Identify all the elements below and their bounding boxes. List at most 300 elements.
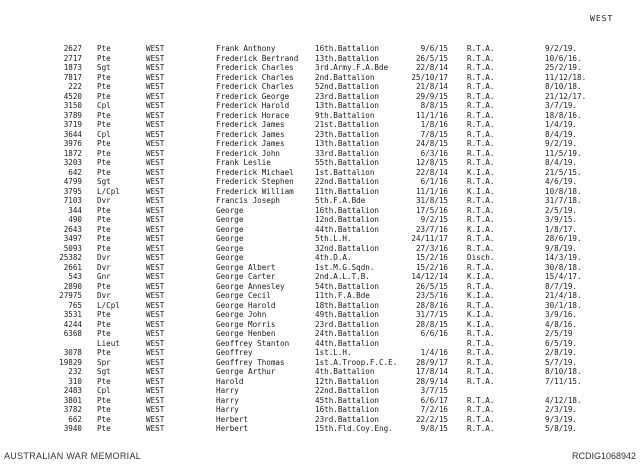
table-row bbox=[0, 120, 640, 130]
given-names-cell: Geoffrey Thomas bbox=[216, 357, 285, 367]
fate-date-cell: 11/5/19. bbox=[545, 148, 582, 158]
surname-cell: WEST bbox=[146, 110, 165, 120]
fate-date-cell: 2/3/19. bbox=[545, 405, 578, 414]
fate-cell: R.T.A. bbox=[467, 395, 495, 405]
fate-cell: R.T.A. bbox=[467, 215, 495, 224]
fate-date-cell: 25/2/19. bbox=[545, 63, 582, 72]
table-row bbox=[0, 196, 640, 206]
service-number-cell: 310 bbox=[68, 376, 82, 386]
fate-date-cell: 9/8/19. bbox=[545, 243, 578, 253]
given-names-cell: Frederick Harold bbox=[216, 101, 290, 110]
fate-date-cell: 8/4/19. bbox=[545, 129, 578, 139]
given-names-cell: Geoffrey bbox=[216, 348, 253, 357]
given-names-cell: Francis Joseph bbox=[216, 196, 281, 205]
unit-cell: 22nd.Battalion bbox=[315, 177, 380, 186]
enlistment-date-cell: 26/5/15 bbox=[415, 281, 448, 291]
fate-date-cell: 30/8/18. bbox=[545, 262, 582, 272]
fate-date-cell: 21/4/18. bbox=[545, 291, 582, 300]
surname-cell: WEST bbox=[146, 215, 165, 224]
table-row bbox=[0, 386, 640, 396]
enlistment-date-cell: 7/8/15 bbox=[420, 129, 448, 139]
table-row bbox=[0, 206, 640, 216]
enlistment-date-cell: 23/5/16 bbox=[415, 291, 448, 300]
fate-date-cell: 21/12/17. bbox=[545, 91, 587, 101]
fate-cell: R.T.A. bbox=[467, 338, 495, 348]
rank-cell: Dvr bbox=[97, 291, 111, 300]
fate-cell: R.T.A. bbox=[467, 234, 495, 243]
table-row bbox=[0, 329, 640, 339]
unit-cell: 3rd.Army.F.A.Bde bbox=[315, 63, 389, 72]
surname-cell: WEST bbox=[146, 167, 165, 177]
enlistment-date-cell: 23/7/16 bbox=[415, 224, 448, 234]
enlistment-date-cell: 31/7/15 bbox=[415, 310, 448, 319]
enlistment-date-cell: 26/5/15 bbox=[415, 53, 448, 63]
fate-cell: R.T.A. bbox=[467, 405, 495, 414]
fate-cell: R.T.A. bbox=[467, 243, 495, 253]
service-number-cell: 344 bbox=[68, 205, 82, 215]
table-row bbox=[0, 149, 640, 159]
given-names-cell: Geoffrey Stanton bbox=[216, 338, 290, 348]
fate-date-cell: 1/4/19. bbox=[545, 120, 578, 129]
unit-cell: 13th.Battalion bbox=[315, 101, 380, 110]
fate-date-cell: 1/8/17. bbox=[545, 224, 578, 234]
fate-date-cell: 18/8/16. bbox=[545, 110, 582, 120]
fate-date-cell: 3/9/16. bbox=[545, 310, 578, 319]
given-names-cell: Frederick Michael bbox=[216, 167, 294, 177]
rank-cell: Pte bbox=[97, 120, 111, 129]
rank-cell: Cpl bbox=[97, 101, 111, 110]
service-number-cell: 4799 bbox=[63, 177, 82, 186]
fate-cell: R.T.A. bbox=[467, 129, 495, 139]
rank-cell: Pte bbox=[97, 234, 111, 243]
unit-cell: 55th.Battalion bbox=[315, 158, 380, 167]
surname-cell: WEST bbox=[146, 367, 165, 376]
table-row bbox=[0, 225, 640, 235]
service-number-cell: 2627 bbox=[63, 44, 82, 53]
rank-cell: Pte bbox=[97, 215, 111, 224]
service-number-cell: 662 bbox=[68, 414, 82, 424]
surname-cell: WEST bbox=[146, 44, 165, 53]
unit-cell: 21st.Battalion bbox=[315, 120, 380, 129]
unit-cell: 54th.Battalion bbox=[315, 281, 380, 291]
fate-date-cell: 4/8/16. bbox=[545, 319, 578, 329]
surname-cell: WEST bbox=[146, 281, 165, 291]
fate-cell: R.T.A. bbox=[467, 376, 495, 386]
surname-cell: WEST bbox=[146, 386, 165, 395]
fate-cell: R.T.A. bbox=[467, 281, 495, 291]
fate-date-cell: 10/6/16. bbox=[545, 53, 582, 63]
surname-cell: WEST bbox=[146, 205, 165, 215]
rank-cell: Pte bbox=[97, 424, 111, 433]
table-row bbox=[0, 367, 640, 377]
enlistment-date-cell: 21/8/14 bbox=[415, 82, 448, 91]
table-row bbox=[0, 244, 640, 254]
unit-cell: 4th.Battalion bbox=[315, 367, 375, 376]
enlistment-date-cell: 11/1/16 bbox=[415, 186, 448, 196]
enlistment-date-cell: 24/8/15 bbox=[415, 139, 448, 148]
service-number-cell: 3203 bbox=[63, 158, 82, 167]
fate-cell: R.T.A. bbox=[467, 300, 495, 310]
service-number-cell: 2890 bbox=[63, 281, 82, 291]
table-row bbox=[0, 405, 640, 415]
given-names-cell: George bbox=[216, 215, 244, 224]
surname-cell: WEST bbox=[146, 243, 165, 253]
fate-cell: K.I.A. bbox=[467, 310, 495, 319]
table-row bbox=[0, 168, 640, 178]
surname-cell: WEST bbox=[146, 405, 165, 414]
service-number-cell: 3150 bbox=[63, 101, 82, 110]
given-names-cell: Frederick Stephen bbox=[216, 177, 294, 186]
table-row bbox=[0, 158, 640, 168]
given-names-cell: George Arthur bbox=[216, 367, 276, 376]
surname-cell: WEST bbox=[146, 262, 165, 272]
given-names-cell: Herbert bbox=[216, 414, 249, 424]
rank-cell: Dvr bbox=[97, 196, 111, 205]
fate-cell: R.T.A. bbox=[467, 139, 495, 148]
unit-cell: 24th.Battalion bbox=[315, 329, 380, 338]
unit-cell: 16th.Battalion bbox=[315, 205, 380, 215]
unit-cell: 52nd.Battalion bbox=[315, 82, 380, 91]
fate-cell: R.T.A. bbox=[467, 414, 495, 424]
rank-cell: Pte bbox=[97, 348, 111, 357]
service-number-cell: 3795 bbox=[63, 186, 82, 196]
rank-cell: Pte bbox=[97, 44, 111, 53]
enlistment-date-cell: 28/9/17 bbox=[415, 357, 448, 367]
service-number-cell: 4520 bbox=[63, 91, 82, 101]
fate-date-cell: 2/8/19. bbox=[545, 348, 578, 357]
unit-cell: 23rd.Battalion bbox=[315, 319, 380, 329]
surname-cell: WEST bbox=[146, 329, 165, 338]
surname-cell: WEST bbox=[146, 177, 165, 186]
rank-cell: Cpl bbox=[97, 386, 111, 395]
rank-cell: Pte bbox=[97, 224, 111, 234]
surname-cell: WEST bbox=[146, 82, 165, 91]
unit-cell: 2nd.Battalion bbox=[315, 72, 375, 82]
unit-cell: 13th.Battalion bbox=[315, 53, 380, 63]
table-row bbox=[0, 73, 640, 83]
given-names-cell: George Cecil bbox=[216, 291, 271, 300]
enlistment-date-cell: 12/8/15 bbox=[415, 158, 448, 167]
fate-date-cell: 15/4/17. bbox=[545, 272, 582, 281]
service-number-cell: 490 bbox=[68, 215, 82, 224]
unit-cell: 1st.L.H. bbox=[315, 348, 352, 357]
enlistment-date-cell: 9/8/15 bbox=[420, 424, 448, 433]
fate-date-cell: 9/3/19. bbox=[545, 414, 578, 424]
surname-cell: WEST bbox=[146, 300, 165, 310]
unit-cell: 9th.Battalion bbox=[315, 110, 375, 120]
enlistment-date-cell: 3/7/15 bbox=[420, 386, 448, 395]
table-row bbox=[0, 92, 640, 102]
surname-cell: WEST bbox=[146, 63, 165, 72]
fate-date-cell: 21/5/15. bbox=[545, 167, 582, 177]
fate-cell: R.T.A. bbox=[467, 120, 495, 129]
given-names-cell: George Harold bbox=[216, 300, 276, 310]
surname-cell: WEST bbox=[146, 91, 165, 101]
table-row bbox=[0, 282, 640, 292]
unit-cell: 12th.Battalion bbox=[315, 376, 380, 386]
unit-cell: 2nd.A.L.T.B. bbox=[315, 272, 370, 281]
enlistment-date-cell: 6/1/16 bbox=[420, 177, 448, 186]
rank-cell: L/Cpl bbox=[97, 300, 120, 310]
service-number-cell: 3782 bbox=[63, 405, 82, 414]
service-number-cell: 2661 bbox=[63, 262, 82, 272]
fate-date-cell: 8/4/19. bbox=[545, 158, 578, 167]
table-row bbox=[0, 177, 640, 187]
rank-cell: Pte bbox=[97, 72, 111, 82]
enlistment-date-cell: 11/1/16 bbox=[415, 110, 448, 120]
table-row bbox=[0, 415, 640, 425]
given-names-cell: George bbox=[216, 205, 244, 215]
fate-date-cell: 31/7/18. bbox=[545, 196, 582, 205]
surname-header: WEST bbox=[590, 14, 614, 23]
enlistment-date-cell: 22/2/15 bbox=[415, 414, 448, 424]
fate-cell: R.T.A. bbox=[467, 262, 495, 272]
record-id: RCDIG1068942 bbox=[571, 451, 636, 461]
surname-cell: WEST bbox=[146, 424, 165, 433]
enlistment-date-cell: 6/6/17 bbox=[420, 395, 448, 405]
rank-cell: Sgt bbox=[97, 367, 111, 376]
service-number-cell: 642 bbox=[68, 167, 82, 177]
surname-cell: WEST bbox=[146, 101, 165, 110]
surname-cell: WEST bbox=[146, 253, 165, 262]
unit-cell: 5th.L.H. bbox=[315, 234, 352, 243]
table-row bbox=[0, 396, 640, 406]
fate-cell: R.T.A. bbox=[467, 82, 495, 91]
fate-date-cell: 28/6/19. bbox=[545, 234, 582, 243]
surname-cell: WEST bbox=[146, 291, 165, 300]
fate-cell: K.I.A. bbox=[467, 186, 495, 196]
unit-cell: 23rd.Battalion bbox=[315, 414, 380, 424]
service-number-cell: 7103 bbox=[63, 196, 82, 205]
fate-cell: R.T.A. bbox=[467, 348, 495, 357]
surname-cell: WEST bbox=[146, 348, 165, 357]
fate-cell: K.I.A. bbox=[467, 272, 495, 281]
given-names-cell: George John bbox=[216, 310, 267, 319]
surname-cell: WEST bbox=[146, 148, 165, 158]
surname-cell: WEST bbox=[146, 234, 165, 243]
rank-cell: Pte bbox=[97, 205, 111, 215]
service-number-cell: 1872 bbox=[63, 148, 82, 158]
rank-cell: Pte bbox=[97, 310, 111, 319]
unit-cell: 44th.Battalion bbox=[315, 338, 380, 348]
fate-date-cell: 6/5/19. bbox=[545, 338, 578, 348]
enlistment-date-cell: 15/2/16 bbox=[415, 262, 448, 272]
fate-cell: R.T.A. bbox=[467, 196, 495, 205]
rank-cell: Pte bbox=[97, 139, 111, 148]
given-names-cell: George bbox=[216, 253, 244, 262]
fate-cell: R.T.A. bbox=[467, 205, 495, 215]
enlistment-date-cell: 25/10/17 bbox=[411, 72, 448, 82]
rank-cell: Pte bbox=[97, 148, 111, 158]
enlistment-date-cell: 1/8/16 bbox=[420, 120, 448, 129]
rank-cell: Pte bbox=[97, 319, 111, 329]
fate-date-cell: 9/2/19. bbox=[545, 139, 578, 148]
unit-cell: 13th.Battalion bbox=[315, 139, 380, 148]
rank-cell: Dvr bbox=[97, 262, 111, 272]
service-number-cell: 222 bbox=[68, 82, 82, 91]
unit-cell: 16th.Battalion bbox=[315, 405, 380, 414]
given-names-cell: Harold bbox=[216, 376, 244, 386]
rank-cell: Sgt bbox=[97, 63, 111, 72]
fate-date-cell: 2/5/19 bbox=[545, 329, 573, 338]
fate-cell: R.T.A. bbox=[467, 329, 495, 338]
surname-cell: WEST bbox=[146, 357, 165, 367]
rank-cell: Cpl bbox=[97, 129, 111, 139]
unit-cell: 4th.D.A. bbox=[315, 253, 352, 262]
table-row bbox=[0, 215, 640, 225]
given-names-cell: Frederick John bbox=[216, 148, 281, 158]
table-row bbox=[0, 377, 640, 387]
table-row bbox=[0, 111, 640, 121]
given-names-cell: Frederick Charles bbox=[216, 72, 294, 82]
enlistment-date-cell: 14/12/14 bbox=[411, 272, 448, 281]
fate-cell: K.I.A. bbox=[467, 291, 495, 300]
table-row bbox=[0, 358, 640, 368]
service-number-cell: 3940 bbox=[63, 424, 82, 433]
table-row bbox=[0, 82, 640, 92]
fate-date-cell: 10/8/18. bbox=[545, 186, 582, 196]
rank-cell: Pte bbox=[97, 395, 111, 405]
unit-cell: 22nd.Battalion bbox=[315, 386, 380, 395]
rank-cell: Pte bbox=[97, 167, 111, 177]
enlistment-date-cell: 7/2/16 bbox=[420, 405, 448, 414]
rank-cell: Pte bbox=[97, 405, 111, 414]
enlistment-date-cell: 6/3/16 bbox=[420, 148, 448, 158]
table-row bbox=[0, 272, 640, 282]
service-number-cell: 6368 bbox=[63, 329, 82, 338]
unit-cell: 23th.Battalion bbox=[315, 129, 380, 139]
surname-cell: WEST bbox=[146, 120, 165, 129]
unit-cell: 44th.Battalion bbox=[315, 224, 380, 234]
surname-cell: WEST bbox=[146, 338, 165, 348]
service-number-cell: 2717 bbox=[63, 53, 82, 63]
given-names-cell: Frederick James bbox=[216, 120, 285, 129]
given-names-cell: Frank Leslie bbox=[216, 158, 271, 167]
enlistment-date-cell: 15/2/16 bbox=[415, 253, 448, 262]
service-number-cell: 232 bbox=[68, 367, 82, 376]
fate-cell: K.I.A. bbox=[467, 167, 495, 177]
table-row bbox=[0, 101, 640, 111]
table-row bbox=[0, 424, 640, 434]
rank-cell: Pte bbox=[97, 53, 111, 63]
rank-cell: Pte bbox=[97, 281, 111, 291]
fate-cell: R.T.A. bbox=[467, 44, 495, 53]
fate-cell: R.T.A. bbox=[467, 367, 495, 376]
table-row bbox=[0, 253, 640, 263]
given-names-cell: Frederick Charles bbox=[216, 82, 294, 91]
unit-cell: 49th.Battalion bbox=[315, 310, 380, 319]
given-names-cell: George Morris bbox=[216, 319, 276, 329]
fate-cell: R.T.A. bbox=[467, 424, 495, 433]
given-names-cell: George bbox=[216, 243, 244, 253]
table-row bbox=[0, 44, 640, 54]
fate-date-cell: 5/8/19. bbox=[545, 424, 578, 433]
service-number-cell: 2643 bbox=[63, 224, 82, 234]
service-number-cell: 543 bbox=[68, 272, 82, 281]
fate-cell: R.T.A. bbox=[467, 357, 495, 367]
given-names-cell: Frank Anthony bbox=[216, 44, 276, 53]
given-names-cell: Harry bbox=[216, 395, 239, 405]
rank-cell: Pte bbox=[97, 376, 111, 386]
rank-cell: Spr bbox=[97, 357, 111, 367]
given-names-cell: George Annesley bbox=[216, 281, 285, 291]
rank-cell: Dvr bbox=[97, 253, 111, 262]
fate-date-cell: 9/2/19. bbox=[545, 44, 578, 53]
unit-cell: 32nd.Battalion bbox=[315, 243, 380, 253]
fate-cell: R.T.A. bbox=[467, 91, 495, 101]
unit-cell: 1st.M.G.Sqdn. bbox=[315, 262, 375, 272]
table-row bbox=[0, 234, 640, 244]
unit-cell: 16th.Battalion bbox=[315, 44, 380, 53]
surname-cell: WEST bbox=[146, 319, 165, 329]
fate-date-cell: 2/5/19. bbox=[545, 205, 578, 215]
given-names-cell: Frederick Charles bbox=[216, 63, 294, 72]
surname-cell: WEST bbox=[146, 72, 165, 82]
fate-cell: R.T.A. bbox=[467, 72, 495, 82]
unit-cell: 15th.Fld.Coy.Eng. bbox=[315, 424, 393, 433]
given-names-cell: George bbox=[216, 224, 244, 234]
given-names-cell: Harry bbox=[216, 405, 239, 414]
table-row bbox=[0, 339, 640, 349]
given-names-cell: George Albert bbox=[216, 262, 276, 272]
given-names-cell: George Carter bbox=[216, 272, 276, 281]
service-number-cell: 5093 bbox=[63, 243, 82, 253]
fate-cell: R.T.A. bbox=[467, 53, 495, 63]
enlistment-date-cell: 8/8/15 bbox=[420, 101, 448, 110]
rank-cell: Pte bbox=[97, 243, 111, 253]
unit-cell: 18th.Battalion bbox=[315, 300, 380, 310]
given-names-cell: Harry bbox=[216, 386, 239, 395]
surname-cell: WEST bbox=[146, 310, 165, 319]
fate-date-cell: 7/11/15. bbox=[545, 376, 582, 386]
rank-cell: Pte bbox=[97, 82, 111, 91]
enlistment-date-cell: 28/8/15 bbox=[415, 319, 448, 329]
enlistment-date-cell: 17/8/14 bbox=[415, 367, 448, 376]
surname-cell: WEST bbox=[146, 376, 165, 386]
table-row bbox=[0, 187, 640, 197]
fate-date-cell: 8/10/18. bbox=[545, 82, 582, 91]
enlistment-date-cell: 27/3/16 bbox=[415, 243, 448, 253]
unit-cell: 11th.Battalion bbox=[315, 186, 380, 196]
rank-cell: L/Cpl bbox=[97, 186, 120, 196]
unit-cell: 33rd.Battalion bbox=[315, 148, 380, 158]
table-row bbox=[0, 139, 640, 149]
unit-cell: 1st.A.Troop.F.C.E. bbox=[315, 357, 398, 367]
fate-date-cell: 3/9/15. bbox=[545, 215, 578, 224]
surname-cell: WEST bbox=[146, 224, 165, 234]
enlistment-date-cell: 9/2/15 bbox=[420, 215, 448, 224]
enlistment-date-cell: 22/8/14 bbox=[415, 63, 448, 72]
enlistment-date-cell: 28/8/16 bbox=[415, 300, 448, 310]
unit-cell: 45th.Battalion bbox=[315, 395, 380, 405]
service-number-cell: 3078 bbox=[63, 348, 82, 357]
fate-cell: R.T.A. bbox=[467, 63, 495, 72]
service-number-cell: 3976 bbox=[63, 139, 82, 148]
fate-cell: Disch. bbox=[467, 253, 495, 262]
enlistment-date-cell: 29/9/15 bbox=[415, 91, 448, 101]
surname-cell: WEST bbox=[146, 196, 165, 205]
surname-cell: WEST bbox=[146, 53, 165, 63]
enlistment-date-cell: 6/6/16 bbox=[420, 329, 448, 338]
fate-date-cell: 3/7/19. bbox=[545, 101, 578, 110]
fate-cell: K.I.A. bbox=[467, 224, 495, 234]
fate-cell: R.T.A. bbox=[467, 101, 495, 110]
fate-date-cell: 4/12/18. bbox=[545, 395, 582, 405]
given-names-cell: Frederick William bbox=[216, 186, 294, 196]
service-number-cell: 4244 bbox=[63, 319, 82, 329]
service-number-cell: 3719 bbox=[63, 120, 82, 129]
fate-date-cell: 5/7/19. bbox=[545, 357, 578, 367]
